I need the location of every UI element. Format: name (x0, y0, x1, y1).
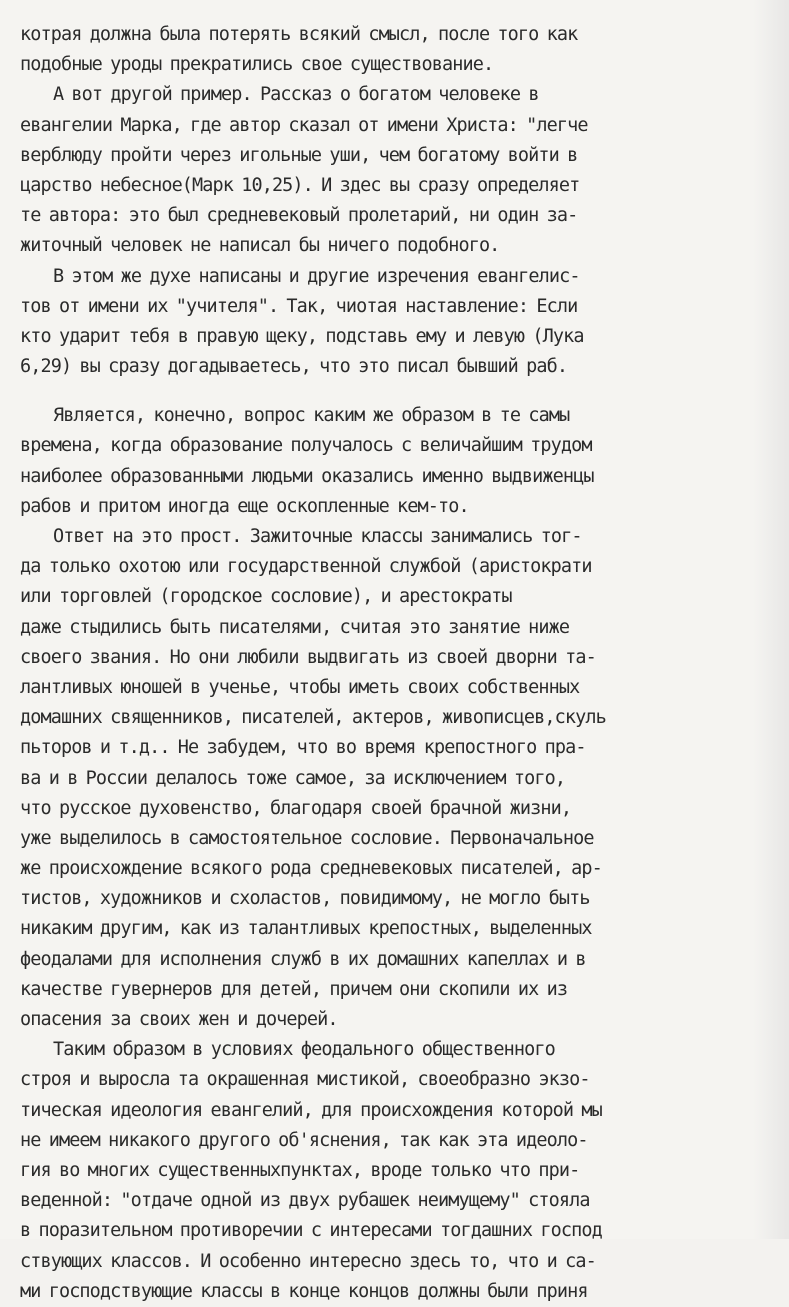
text-line: подобные уроды прекратились свое существование. (20, 54, 494, 76)
text-line: времена, когда образование получалось с величайшим трудом (20, 435, 592, 457)
text-line: тическая идеология евангелий, для происхождения которой мы (20, 1099, 602, 1121)
text-line: или торговлей (городское сословие), и арестократы (20, 586, 512, 608)
text-line: рабов и притом иногда еще оскопленные кем-то. (20, 495, 469, 517)
text-line: даже стыдились быть писателями, считая это занятие ниже (20, 616, 570, 638)
text-line: не имеем никакого другого об'яснения, так как эта идеоло- (20, 1129, 588, 1151)
text-line: 6,29) вы сразу догадываетесь, что это писал бывший раб. (20, 356, 568, 378)
text-line: уже выделилось в самостоятельное сословие. Первоначальное (20, 827, 594, 849)
text-line: гия во многих существенныхпунктах, вроде только что при- (20, 1159, 580, 1181)
text-line: что русское духовенство, благодаря своей брачной жизни, (20, 797, 572, 819)
text-line: ва и в России делалось тоже самое, за исключением того, (20, 767, 566, 789)
text-line: В этом же духе написаны и другие изречения евангелис- (20, 265, 580, 287)
text-line: ми господствующие классы в конце концов должны были приня (20, 1280, 588, 1302)
text-line: да только охотою или государственной службой (аристократи (20, 556, 592, 578)
text-line: А вот другой пример. Рассказ о богатом человеке в (20, 84, 539, 106)
text-line: веденной: "отдаче одной из двух рубашек неимущему" стояла (20, 1190, 590, 1212)
text-line: Таким образом в условиях феодального общественного (20, 1039, 555, 1061)
text-line: никаким другим, как из талантливых крепостных, выделенных (20, 918, 592, 940)
text-line: Ответ на это прост. Зажиточные классы занимались тог- (20, 526, 582, 547)
text-line: тов от имени их "учителя". Так, чиотая наставление: Если (20, 295, 578, 317)
document-body (20, 20, 785, 1307)
text-line: домашних священников, писателей, актеров, живописцев,скуль (20, 707, 606, 729)
text-line: своего звания. Но они любили выдвигать из своей дворни та- (20, 646, 596, 668)
text-line: верблюду пройти через игольные уши, чем богатому войти в (20, 144, 578, 166)
paragraph-gap (20, 382, 785, 401)
text-line: наиболее образованными людьми оказались именно выдвиженцы (20, 465, 594, 487)
text-line: те автора: это был средневековый пролетарий, ни один за- (20, 205, 578, 227)
text-line: котрая должна была потерять всякий смысл, после того как (20, 24, 578, 45)
text-line: феодалами для исполнения служб в их домашних капеллах и в (20, 948, 586, 970)
text-line: царство небесное(Марк 10,25). И здес вы сразу определяет (20, 174, 580, 196)
text-line: же происхождение всякого рода средневековых писателей, ар- (20, 858, 602, 880)
text-line: кто ударит тебя в правую щеку, подставь ему и левую (Лука (20, 325, 584, 347)
text-line: евангелии Марка, где автор сказал от имени Христа: "легче (20, 114, 588, 136)
text-line: в поразительном противоречии с интересами тогдашних господ (20, 1220, 602, 1242)
text-line: опасения за своих жен и дочерей. (20, 1009, 338, 1030)
text-line: пьторов и т.д.. Не забудем, что во время крепостного пра- (20, 737, 586, 759)
text-line: строя и выросла та окрашенная мистикой, своеобразно экзо- (20, 1069, 590, 1091)
text-line: ствующих классов. И особенно интересно здесь то, что и са- (20, 1250, 596, 1272)
text-line: лантливых юношей в ученье, чтобы иметь своих собственных (20, 676, 580, 698)
text-line: Является, конечно, вопрос каким же образом в те самы (20, 405, 570, 427)
text-line: житочный человек не написал бы ничего подобного. (20, 235, 500, 257)
text-line: качестве гувернеров для детей, причем они скопили их из (20, 978, 568, 1000)
text-line: тистов, художников и схоластов, повидимому, не могло быть (20, 888, 590, 910)
